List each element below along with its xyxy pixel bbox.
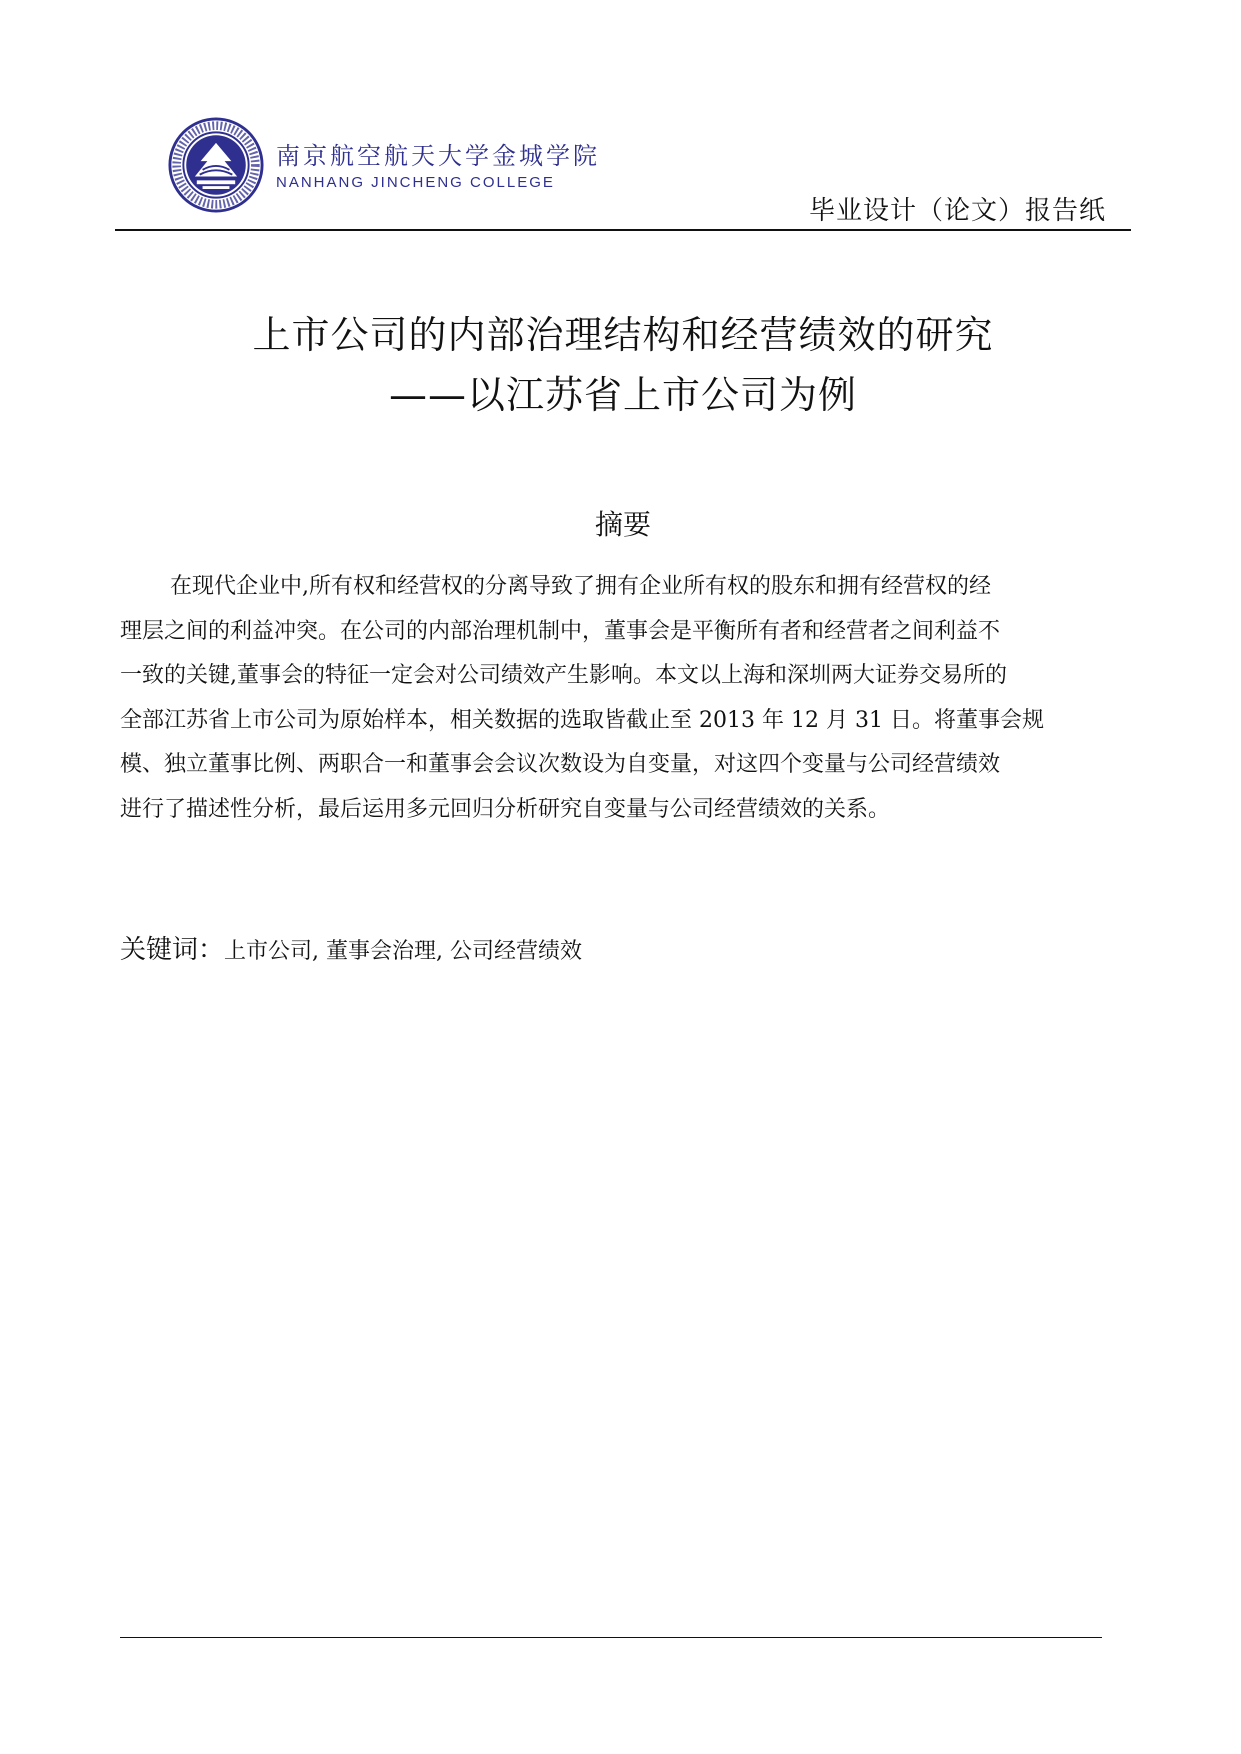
abstract-line: 模、独立董事比例、两职合一和董事会会议次数设为自变量，对这四个变量与公司经营绩效 — [120, 752, 1001, 777]
college-name-en: NANHANG JINCHENG COLLEGE — [276, 174, 555, 191]
header-label: 毕业设计（论文）报告纸 — [808, 196, 1106, 226]
title-line-2: ——以江苏省上市公司为例 — [388, 373, 857, 417]
footer-divider — [120, 1637, 1102, 1638]
abstract-line: 一致的关键,董事会的特征一定会对公司绩效产生影响。本文以上海和深圳两大证券交易所的 — [120, 663, 1007, 688]
abstract-line: 进行了描述性分析，最后运用多元回归分析研究自变量与公司经营绩效的关系。 — [120, 796, 891, 822]
title-line-1: 上市公司的内部治理结构和经营绩效的研究 — [252, 313, 994, 357]
keywords-label: 关键词： — [120, 935, 225, 965]
abstract-line: 理层之间的利益冲突。在公司的内部治理机制中，董事会是平衡所有者和经营者之间利益不 — [120, 618, 1001, 644]
header-divider — [115, 229, 1131, 231]
abstract-line: 在现代企业中,所有权和经营权的分离导致了拥有企业所有权的股东和拥有经营权的经 — [170, 574, 991, 599]
abstract-heading: 摘要 — [594, 508, 651, 541]
keywords — [120, 930, 582, 973]
abstract-line: 全部江苏省上市公司为原始样本，相关数据的选取皆截止至 2013 年 12 月 31 日。将董事会规 — [120, 707, 1044, 733]
abstract-body — [120, 565, 1130, 832]
college-seal-logo — [168, 117, 264, 213]
keywords-value: 上市公司, 董事会治理, 公司经营绩效 — [224, 939, 582, 964]
paper-title — [115, 305, 1131, 425]
college-name-cn: 南京航空航天大学金城学院 — [276, 142, 600, 170]
college-logo-text — [276, 142, 600, 194]
